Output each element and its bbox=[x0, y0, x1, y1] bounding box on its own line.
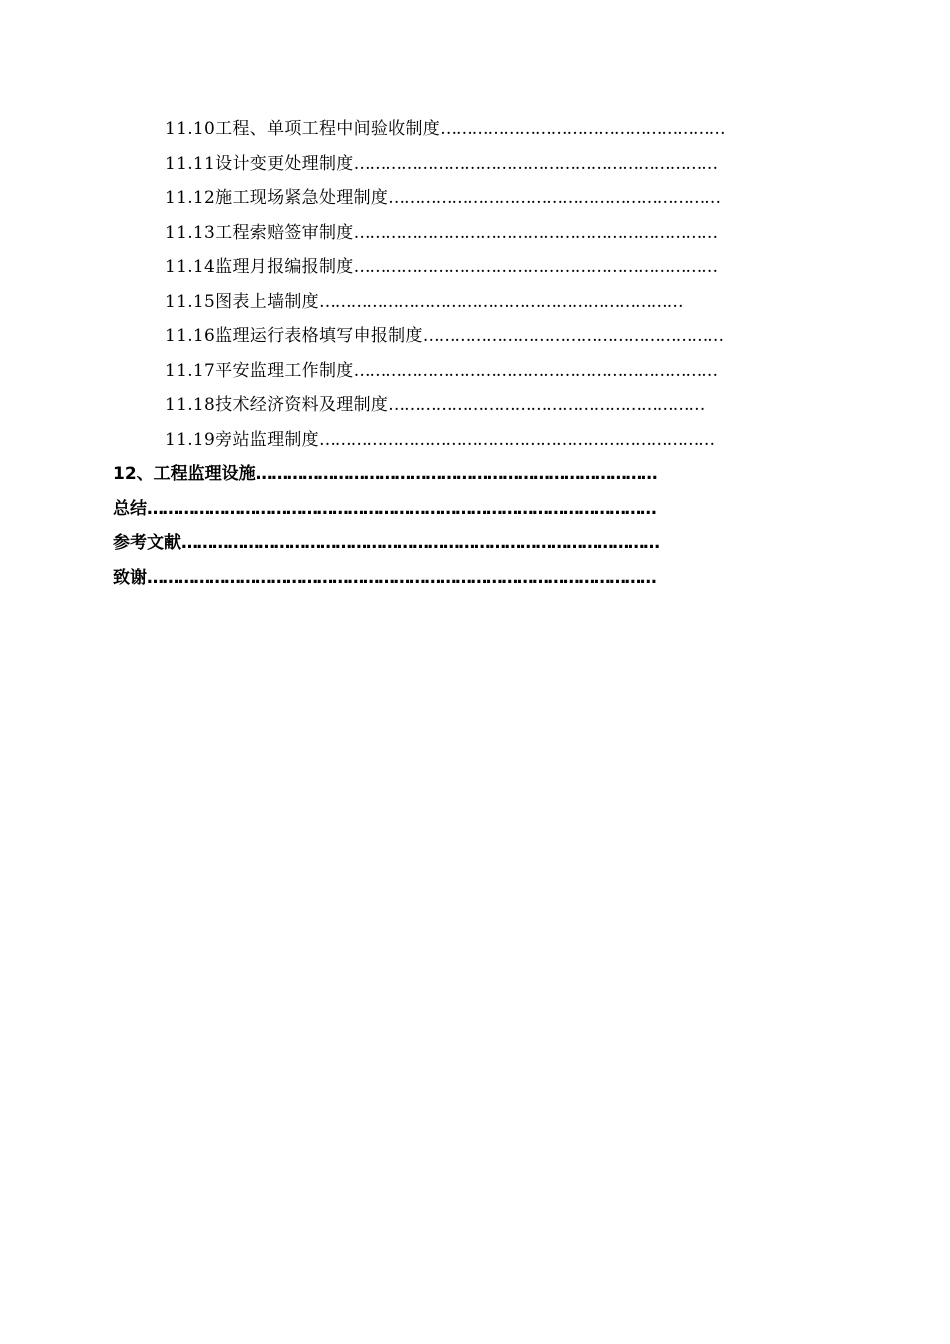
toc-leader-dots: ………………………………………………………………… bbox=[318, 429, 714, 450]
toc-leader-dots: ………………………………………………… bbox=[422, 326, 723, 346]
toc-entry-11-10 bbox=[0, 108, 950, 143]
toc-entry-label: 11.14监理月报编报制度 bbox=[165, 257, 354, 277]
toc-entry-11-17 bbox=[0, 350, 950, 385]
toc-leader-dots: …………………………………………………………… bbox=[353, 257, 717, 277]
toc-entry-label: 11.11设计变更处理制度 bbox=[165, 153, 354, 174]
toc-leader-dots: ……………………………………………………………………………………… bbox=[147, 498, 656, 519]
toc-entry-label: 11.16监理运行表格填写申报制度 bbox=[165, 326, 423, 346]
toc-entry-label: 11.18技术经济资料及理制度 bbox=[165, 395, 389, 415]
toc-leader-dots: ……………………………………………………………………………………… bbox=[147, 567, 656, 588]
toc-leader-dots: ……………………………………………………… bbox=[388, 188, 720, 208]
toc-entry-references bbox=[0, 522, 950, 557]
toc-entry-label: 11.12施工现场紧急处理制度 bbox=[165, 188, 389, 208]
toc-entry-label: 11.19旁站监理制度 bbox=[165, 429, 319, 450]
toc-entry-11-15 bbox=[0, 281, 950, 316]
toc-leader-dots: …………………………………………………… bbox=[388, 395, 705, 415]
toc-entry-11-14 bbox=[0, 246, 950, 281]
toc-leader-dots: …………………………………………………………… bbox=[318, 291, 683, 312]
toc-entry-label: 11.10工程、单项工程中间验收制度 bbox=[165, 119, 441, 139]
toc-entry-11-16 bbox=[0, 315, 950, 350]
toc-leader-dots: …………………………………………………………… bbox=[353, 222, 717, 243]
toc-entry-label: 11.13工程索赔签审制度 bbox=[165, 222, 354, 243]
toc-entry-label: 致谢 bbox=[113, 567, 147, 588]
toc-entry-11-19 bbox=[0, 419, 950, 454]
toc-entry-label: 11.15图表上墙制度 bbox=[165, 291, 319, 312]
toc-entry-label: 11.17平安监理工作制度 bbox=[165, 360, 354, 381]
toc-leader-dots: ……………………………………………… bbox=[440, 119, 725, 139]
toc-leader-dots: ………………………………………………………………………………… bbox=[181, 533, 659, 553]
toc-entry-label: 参考文献 bbox=[113, 533, 181, 553]
table-of-contents bbox=[0, 108, 950, 591]
toc-entry-summary bbox=[0, 488, 950, 523]
toc-entry-11-11 bbox=[0, 143, 950, 178]
toc-entry-11-13 bbox=[0, 212, 950, 247]
toc-entry-acknowledgements bbox=[0, 557, 950, 592]
toc-entry-label: 12、工程监理设施 bbox=[113, 464, 256, 484]
toc-leader-dots: …………………………………………………………………… bbox=[255, 464, 657, 484]
toc-leader-dots: …………………………………………………………… bbox=[353, 153, 717, 174]
toc-leader-dots: …………………………………………………………… bbox=[353, 360, 717, 381]
toc-entry-label: 总结 bbox=[113, 498, 147, 519]
toc-entry-11-12 bbox=[0, 177, 950, 212]
toc-entry-11-18 bbox=[0, 384, 950, 419]
toc-entry-12 bbox=[0, 453, 950, 488]
